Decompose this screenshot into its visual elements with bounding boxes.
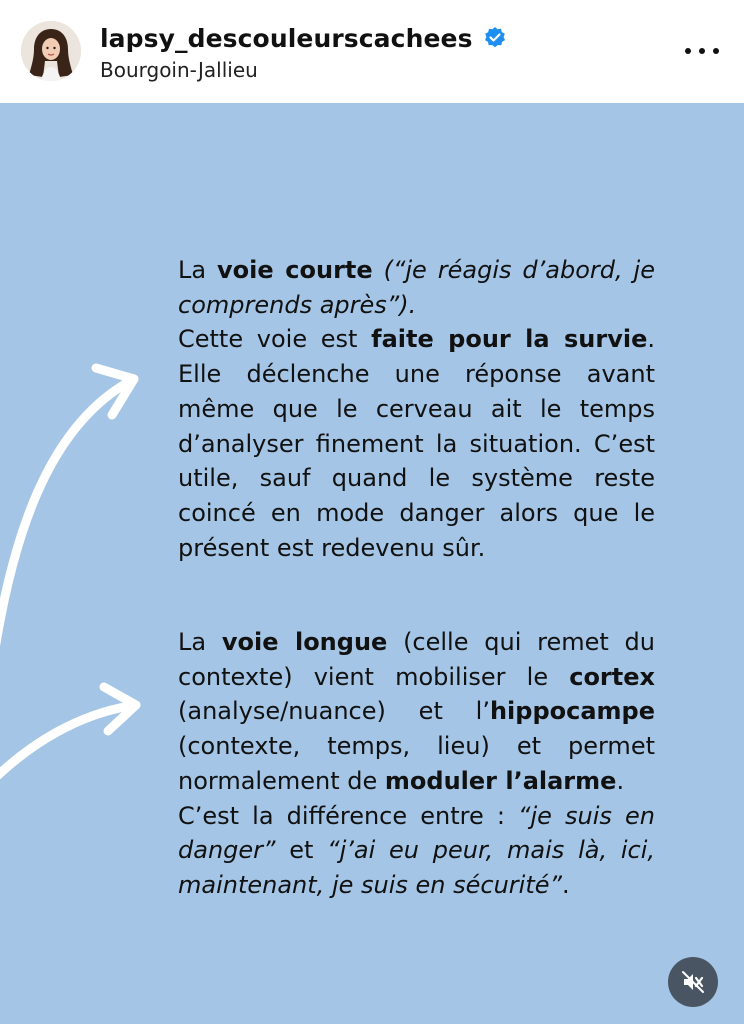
italic-quote: “j’ai eu peur, mais là, ici, maintenant, je suis en sécurité” [178,836,656,899]
mute-button[interactable] [668,957,718,1007]
post-image[interactable] [0,103,744,1024]
text: et [275,836,328,865]
paragraph-body [178,625,655,799]
arrow-up-icon [0,368,134,683]
arrow-right-icon [0,687,136,783]
speaker-muted-icon [680,969,706,995]
profile-avatar[interactable] [21,21,81,81]
text: . [561,870,570,899]
text: Cette voie est [178,325,372,354]
text-block-voie-longue [178,625,655,903]
italic-quote: (“je réagis d’abord, je comprends après”). [178,256,655,319]
text: (contexte, temps, lieu) et permet normalement de [178,732,655,795]
bold-term: voie courte [217,256,373,284]
text: La [178,256,217,284]
italic-quote: “je suis en danger” [178,801,655,865]
text: . Elle déclenche une réponse avant même que le cerveau ait le temps d’analyser finement la situation. C’est utile, sauf quand le système reste coincé en mode danger alors que le présent est redevenu sûr. [178,325,655,562]
dot [713,48,719,54]
paragraph-body [178,322,655,565]
text: (analyse/nuance) et l’ [178,697,490,726]
dot [699,48,705,54]
text: La [178,628,222,656]
dot [685,48,691,54]
paragraph-difference [178,799,655,903]
bold-term: hippocampe [489,697,655,726]
verified-badge-icon [483,26,507,50]
woman-avatar-icon [21,21,81,81]
bold-term: cortex [569,662,655,691]
username-row [100,21,507,55]
text: (celle qui remet du contexte) vient mobiliser le [178,628,655,691]
paragraph-intro [178,253,655,322]
bold-term: moduler l’alarme [384,766,617,795]
bold-term: faite pour la survie [371,325,648,354]
username[interactable]: lapsy_descouleurscachees [100,23,473,53]
text: C’est la différence entre : [178,801,519,830]
text-block-voie-courte [178,253,655,565]
post-location[interactable]: Bourgoin-Jallieu [100,58,258,82]
text: . [616,766,625,795]
bold-term: voie longue [221,628,388,656]
more-options-icon[interactable] [685,38,719,64]
post-header [0,0,744,103]
curved-arrows-decoration [0,103,200,1024]
